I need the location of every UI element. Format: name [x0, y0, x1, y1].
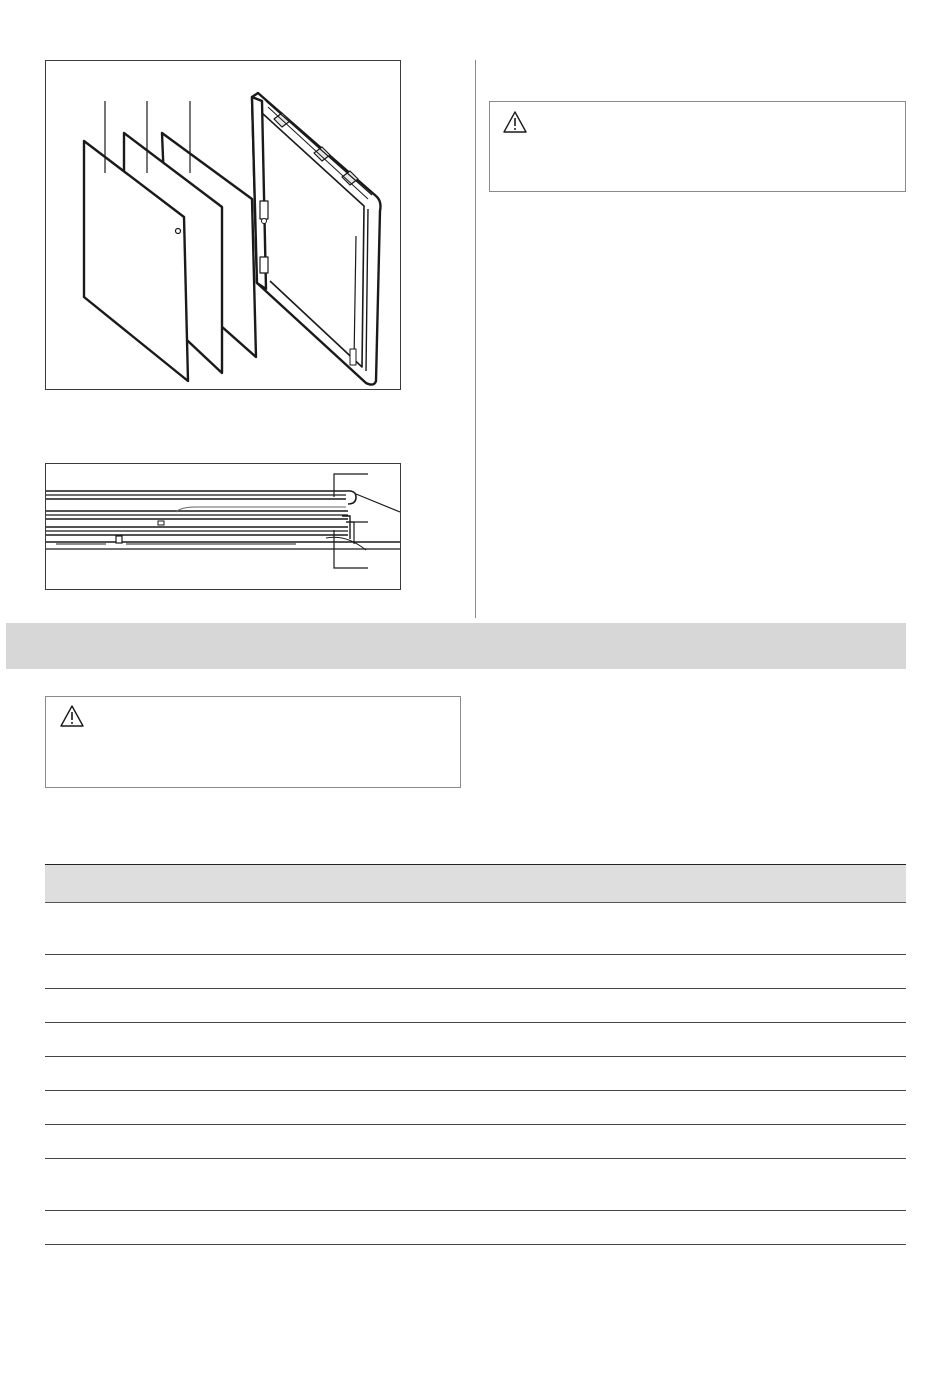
table-header-cell — [45, 865, 906, 903]
table-cell — [45, 989, 906, 1023]
table-row — [45, 1125, 906, 1159]
table-cell — [45, 955, 906, 989]
table-cell — [45, 1091, 906, 1125]
table-row — [45, 955, 906, 989]
table-cell — [45, 1125, 906, 1159]
table-cell — [45, 1057, 906, 1091]
table-row — [45, 903, 906, 955]
table-cell — [45, 1211, 906, 1245]
door-section-illustration — [46, 464, 400, 589]
troubleshooting-table — [45, 864, 906, 1245]
table-header-row — [45, 865, 906, 903]
door-section-figure — [45, 463, 401, 590]
table-cell — [45, 1023, 906, 1057]
door-glass-illustration — [46, 61, 400, 389]
section-heading-band — [6, 623, 906, 669]
table-cell — [45, 1159, 906, 1211]
column-divider — [475, 60, 476, 618]
warning-triangle-icon — [59, 704, 85, 733]
warning-box-right — [489, 101, 906, 192]
table-row — [45, 1211, 906, 1245]
table-row — [45, 1091, 906, 1125]
table-row — [45, 1159, 906, 1211]
warning-triangle-icon — [502, 110, 528, 139]
door-glass-figure — [45, 60, 401, 390]
table-row — [45, 1057, 906, 1091]
table-row — [45, 989, 906, 1023]
table-row — [45, 1023, 906, 1057]
table-cell — [45, 903, 906, 955]
warning-box-left — [45, 696, 461, 788]
